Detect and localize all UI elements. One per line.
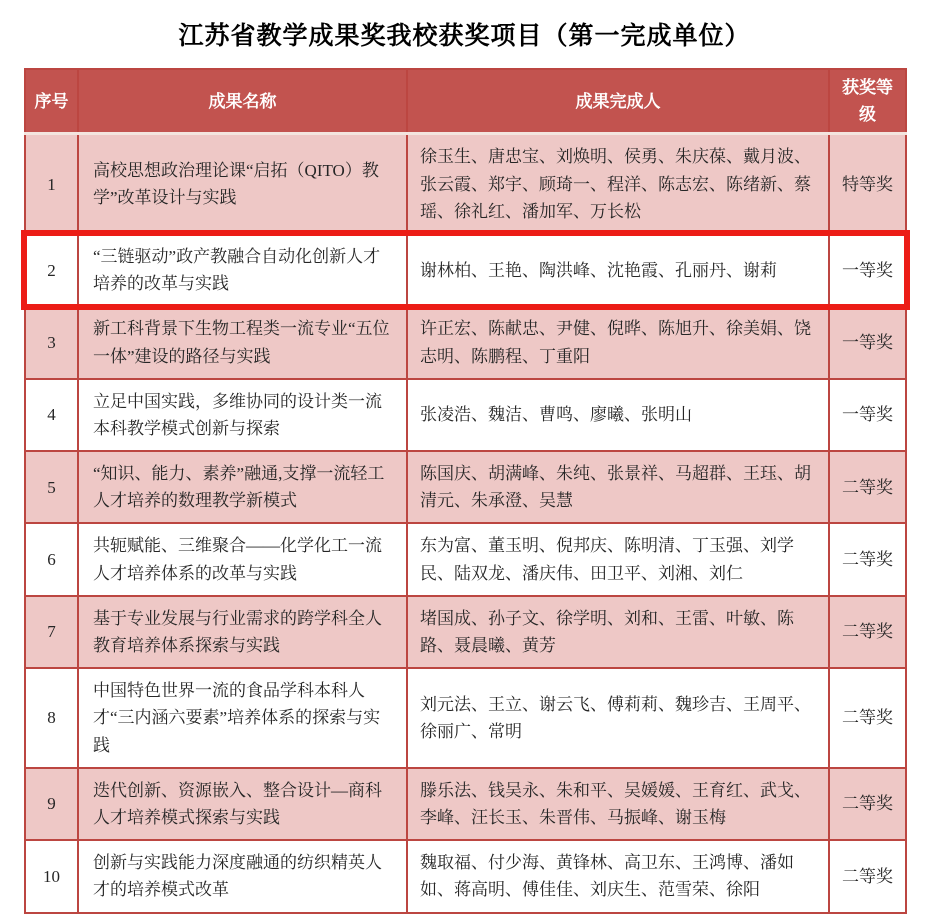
page-title: 江苏省教学成果奖我校获奖项目（第一完成单位） [178,23,751,50]
header-achievement-name: 成果名称 [78,69,407,134]
award-level-cell: 一等奖 [829,234,906,306]
achievement-name-cell: 创新与实践能力深度融通的纺织精英人才的培养模式改革 [78,840,407,912]
header-row [25,69,906,134]
awards-table [24,68,907,914]
table-row [25,379,906,451]
achievement-name-cell: 高校思想政治理论课“启拓（QITO）教学”改革设计与实践 [78,134,407,234]
completers-cell: 张凌浩、魏洁、曹鸣、廖曦、张明山 [407,379,829,451]
award-level-cell: 特等奖 [829,134,906,234]
row-index-cell: 3 [25,306,78,378]
completers-cell: 刘元法、王立、谢云飞、傅莉莉、魏珍吉、王周平、徐丽广、常明 [407,668,829,768]
row-index-cell: 6 [25,523,78,595]
table-row [25,596,906,668]
header-award-level: 获奖等级 [829,69,906,134]
table-row [25,768,906,840]
awards-table-body [25,134,906,913]
award-level-cell: 一等奖 [829,379,906,451]
award-level-cell: 一等奖 [829,306,906,378]
completers-cell: 滕乐法、钱吴永、朱和平、吴媛媛、王育红、武戈、李峰、汪长玉、朱晋伟、马振峰、谢玉梅 [407,768,829,840]
table-row [25,840,906,912]
award-level-cell: 二等奖 [829,596,906,668]
completers-cell: 许正宏、陈献忠、尹健、倪晔、陈旭升、徐美娟、饶志明、陈鹏程、丁重阳 [407,306,829,378]
row-index-cell: 8 [25,668,78,768]
table-row [25,234,906,306]
completers-cell: 魏取福、付少海、黄锋林、高卫东、王鸿博、潘如如、蒋高明、傅佳佳、刘庆生、范雪荣、徐阳 [407,840,829,912]
achievement-name-cell: 中国特色世界一流的食品学科本科人才“三内涵六要素”培养体系的探索与实践 [78,668,407,768]
row-index-cell: 1 [25,134,78,234]
award-level-cell: 二等奖 [829,523,906,595]
table-row [25,668,906,768]
table-row [25,306,906,378]
achievement-name-cell: 基于专业发展与行业需求的跨学科全人教育培养体系探索与实践 [78,596,407,668]
award-level-cell: 二等奖 [829,840,906,912]
award-level-cell: 二等奖 [829,451,906,523]
completers-cell: 东为富、董玉明、倪邦庆、陈明清、丁玉强、刘学民、陆双龙、潘庆伟、田卫平、刘湘、刘仁 [407,523,829,595]
achievement-name-cell: 新工科背景下生物工程类一流专业“五位一体”建设的路径与实践 [78,306,407,378]
completers-cell: 徐玉生、唐忠宝、刘焕明、侯勇、朱庆葆、戴月波、张云霞、郑宇、顾琦一、程洋、陈志宏、陈绪新、蔡瑶、徐礼红、潘加军、万长松 [407,134,829,234]
row-index-cell: 9 [25,768,78,840]
row-index-cell: 10 [25,840,78,912]
row-index-cell: 4 [25,379,78,451]
award-level-cell: 二等奖 [829,768,906,840]
completers-cell: 陈国庆、胡满峰、朱纯、张景祥、马超群、王珏、胡清元、朱承澄、吴慧 [407,451,829,523]
row-index-cell: 7 [25,596,78,668]
header-completers: 成果完成人 [407,69,829,134]
completers-cell: 堵国成、孙子文、徐学明、刘和、王雷、叶敏、陈路、聂晨曦、黄芳 [407,596,829,668]
achievement-name-cell: 迭代创新、资源嵌入、整合设计—商科人才培养模式探索与实践 [78,768,407,840]
header-index: 序号 [25,69,78,134]
table-row [25,523,906,595]
achievement-name-cell: 立足中国实践，多维协同的设计类一流本科教学模式创新与探索 [78,379,407,451]
completers-cell: 谢林柏、王艳、陶洪峰、沈艳霞、孔丽丹、谢莉 [407,234,829,306]
table-row [25,451,906,523]
award-level-cell: 二等奖 [829,668,906,768]
row-index-cell: 5 [25,451,78,523]
row-index-cell: 2 [25,234,78,306]
awards-table-header [25,69,906,134]
table-row [25,134,906,234]
achievement-name-cell: 共轭赋能、三维聚合——化学化工一流人才培养体系的改革与实践 [78,523,407,595]
achievement-name-cell: “知识、能力、素养”融通,支撑一流轻工人才培养的数理教学新模式 [78,451,407,523]
achievement-name-cell: “三链驱动”政产教融合自动化创新人才培养的改革与实践 [78,234,407,306]
